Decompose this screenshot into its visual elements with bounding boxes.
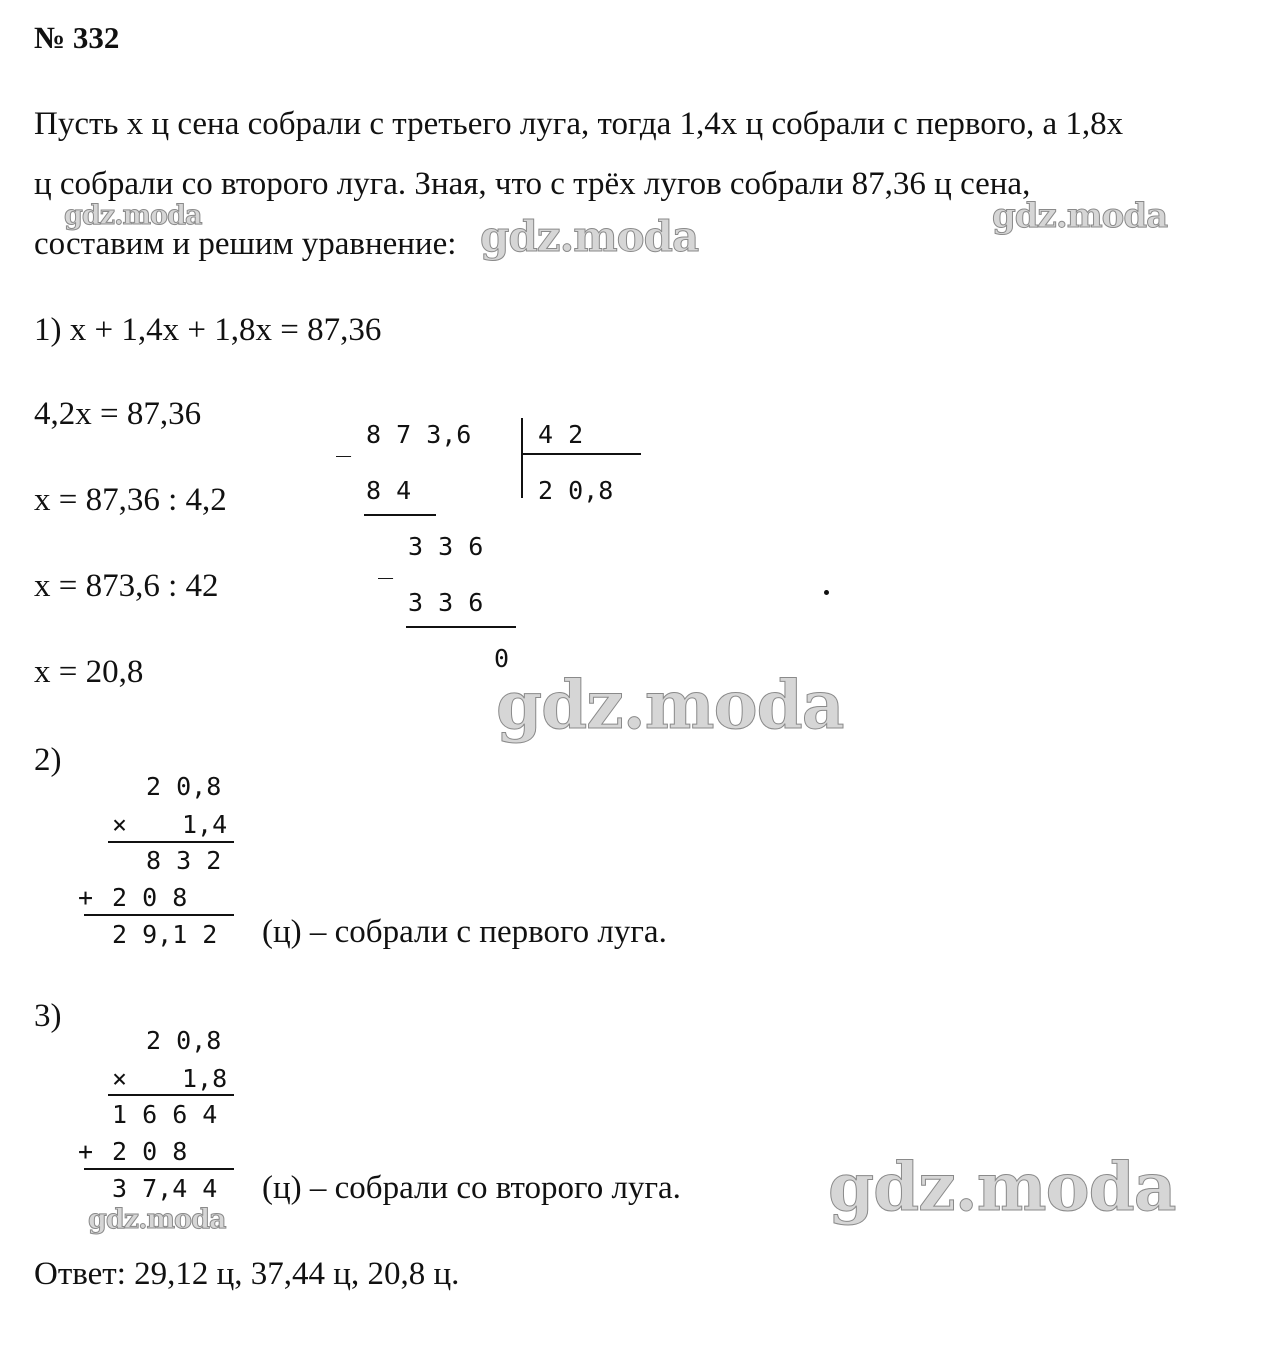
- mult1-partial-2: 2 0 8: [112, 883, 188, 912]
- step2-caption: (ц) – собрали с первого луга.: [262, 914, 667, 950]
- division-underline-2: [406, 626, 516, 628]
- step1-equation-4: x = 873,6 : 42: [34, 568, 219, 604]
- mult1-underline-2: [84, 914, 234, 916]
- mult2-partial-1: 1 6 6 4: [112, 1100, 218, 1129]
- mult1-result: 2 9,1 2: [112, 920, 218, 949]
- mult2-result: 3 7,4 4: [112, 1174, 218, 1203]
- watermark-logo: gdz.moda: [480, 212, 699, 261]
- mult1-factor-a: 2 0,8: [146, 772, 222, 801]
- mult2-underline-2: [84, 1168, 234, 1170]
- mult1-partial-1: 8 3 2: [146, 846, 222, 875]
- watermark-logo: gdz.moda: [828, 1148, 1176, 1226]
- mult2-underline-1: [108, 1094, 234, 1096]
- step1-equation-1: [34, 314, 381, 347]
- watermark-logo: gdz.moda: [88, 1204, 226, 1235]
- mult2-factor-b: 1,8: [182, 1064, 228, 1093]
- division-minus-1: _: [336, 428, 352, 457]
- intro-line-3: составим и решим уравнение:: [34, 226, 457, 262]
- mult1-factor-b: 1,4: [182, 810, 228, 839]
- problem-number: № 332: [34, 20, 120, 55]
- division-quotient: 2 0,8: [538, 476, 614, 505]
- mult2-plus-sign: +: [78, 1137, 94, 1166]
- stray-dot: [824, 590, 829, 595]
- division-result: 0: [494, 644, 510, 673]
- mult1-plus-sign: +: [78, 883, 94, 912]
- mult1-underline-1: [108, 841, 234, 843]
- intro-line-1: Пусть x ц сена собрали с третьего луга, тогда 1,4x ц собрали с первого, а 1,8x: [34, 106, 1124, 142]
- watermark-logo: gdz.moda: [64, 200, 202, 231]
- division-subtrahend-2: 3 3 6: [408, 588, 484, 617]
- step2-label: 2): [34, 742, 62, 778]
- mult2-factor-a: 2 0,8: [146, 1026, 222, 1055]
- mult2-partial-2: 2 0 8: [112, 1137, 188, 1166]
- division-divisor: 4 2: [538, 420, 584, 449]
- step1-equation-5: x = 20,8: [34, 654, 144, 690]
- step1-equation-3: x = 87,36 : 4,2: [34, 482, 227, 518]
- step1-eq-text: x + 1,4x + 1,8x = 87,36: [69, 312, 382, 348]
- watermark-logo: gdz.moda: [992, 196, 1168, 236]
- division-bracket-vertical: [521, 418, 523, 498]
- division-subtrahend-1: 8 4: [366, 476, 412, 505]
- mult1-times-sign: ×: [112, 810, 128, 839]
- step1-equation-2: 4,2x = 87,36: [34, 396, 202, 432]
- division-minus-2: _: [378, 550, 394, 579]
- step1-label: 1): [34, 312, 62, 348]
- answer-line: Ответ: 29,12 ц, 37,44 ц, 20,8 ц.: [34, 1256, 460, 1292]
- intro-line-2: ц собрали со второго луга. Зная, что с трёх лугов собрали 87,36 ц сена,: [34, 166, 1031, 202]
- mult2-times-sign: ×: [112, 1064, 128, 1093]
- step3-caption: (ц) – собрали со второго луга.: [262, 1170, 681, 1206]
- step3-label: 3): [34, 998, 62, 1034]
- division-bracket-horizontal: [521, 453, 641, 455]
- division-dividend: 8 7 3,6: [366, 420, 472, 449]
- watermark-logo: gdz.moda: [496, 666, 844, 744]
- division-remainder-1: 3 3 6: [408, 532, 484, 561]
- division-underline-1: [364, 514, 436, 516]
